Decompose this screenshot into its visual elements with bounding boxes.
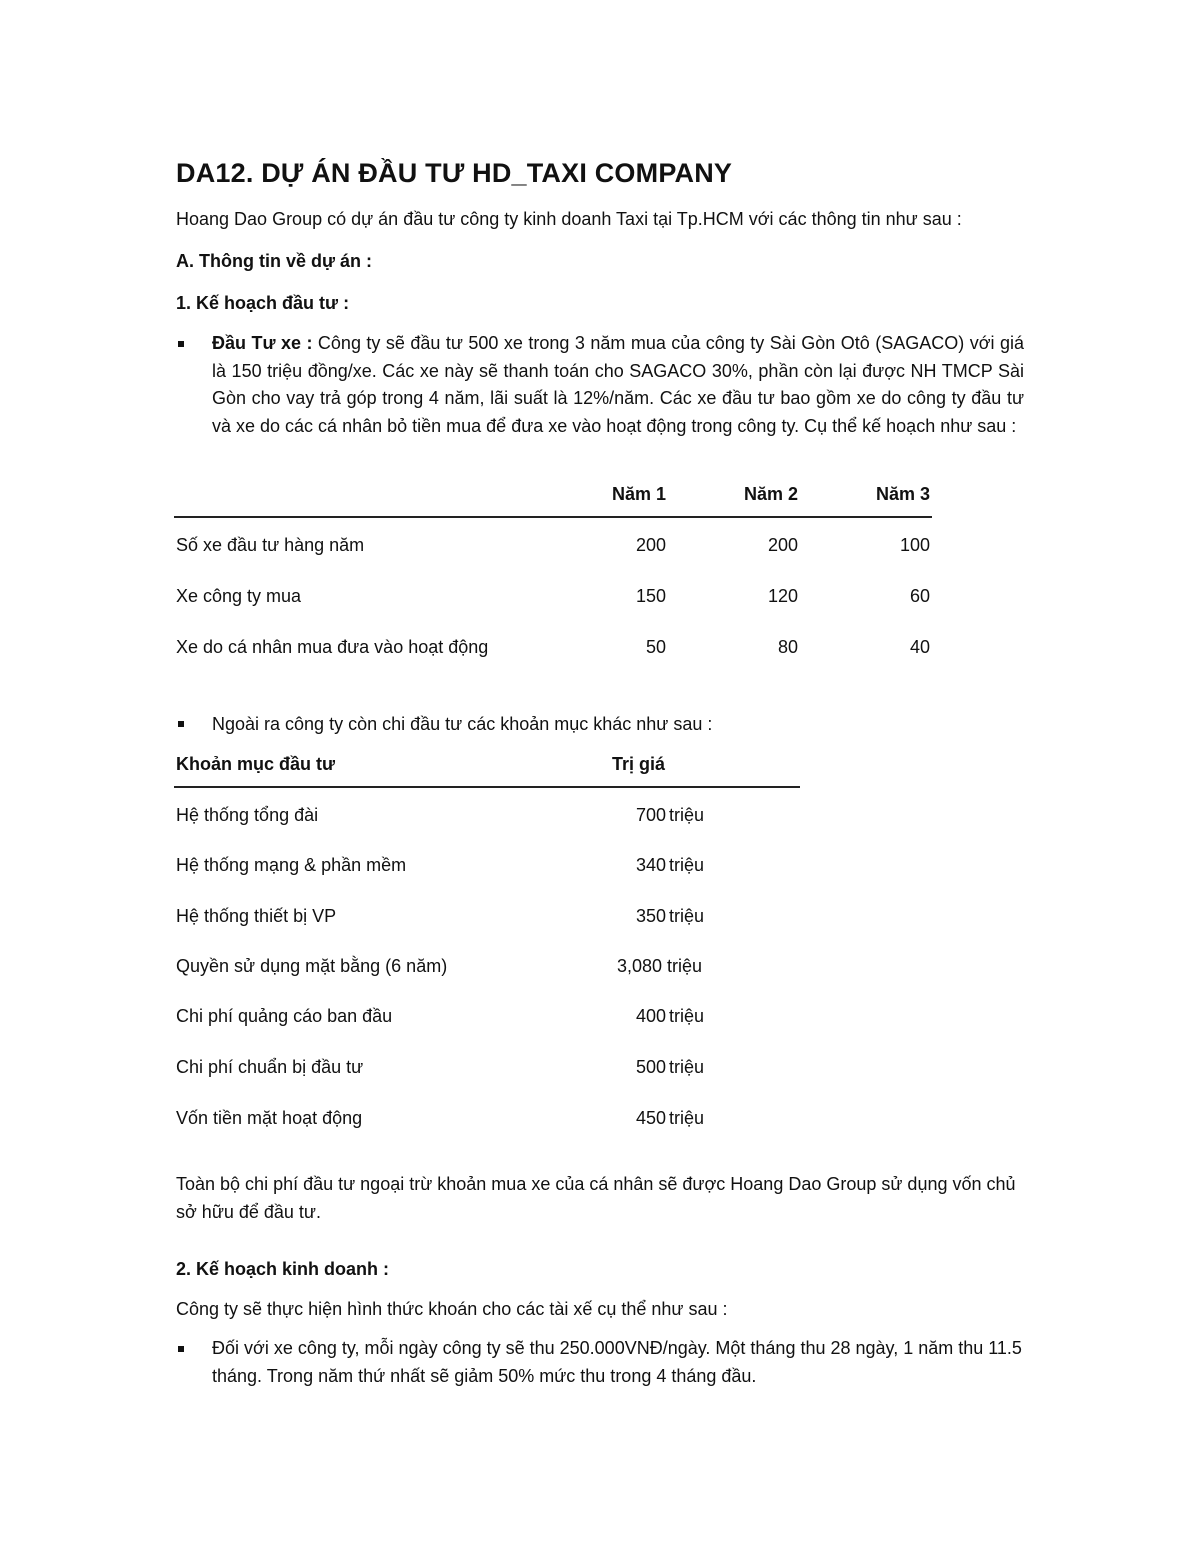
row-unit: triệu: [669, 1006, 705, 1026]
other-investments-intro: Ngoài ra công ty còn chi đầu tư các khoản mục khác như sau :: [212, 714, 713, 734]
row-unit: triệu: [669, 1108, 705, 1128]
table-header-year-2: Năm 2: [743, 484, 798, 504]
row-label: Chi phí chuẩn bị đầu tư: [176, 1057, 364, 1077]
row-label: Xe do cá nhân mua đưa vào hoạt động: [176, 637, 489, 657]
business-intro: Công ty sẽ thực hiện hình thức khoán cho các tài xế cụ thể như sau :: [176, 1299, 728, 1319]
row-value: 60: [909, 586, 930, 606]
row-value: 100: [899, 535, 930, 555]
row-value: 80: [777, 637, 798, 657]
row-unit: triệu: [667, 956, 703, 976]
row-value: 120: [767, 586, 798, 606]
row-label: Chi phí quảng cáo ban đầu: [176, 1006, 393, 1026]
row-value: 700: [635, 805, 666, 825]
table-header-item: Khoản mục đầu tư: [176, 754, 336, 774]
intro-text: Hoang Dao Group có dự án đầu tư công ty kinh doanh Taxi tại Tp.HCM với các thông tin như sau :: [176, 209, 962, 229]
row-value: 500: [635, 1057, 666, 1077]
row-value: 40: [909, 637, 930, 657]
table-header-rule: [174, 516, 932, 518]
table-header-year-1: Năm 1: [611, 484, 666, 504]
table-header-value: Trị giá: [612, 754, 666, 774]
row-label: Số xe đầu tư hàng năm: [176, 535, 365, 555]
row-value: 200: [767, 535, 798, 555]
row-unit: triệu: [669, 1057, 705, 1077]
bullet-lead: Đầu Tư xe :: [212, 333, 313, 353]
row-value: 200: [635, 535, 666, 555]
document-title: DA12. DỰ ÁN ĐẦU TƯ HD_TAXI COMPANY: [176, 158, 733, 188]
funding-note: Toàn bộ chi phí đầu tư ngoại trừ khoản mua xe của cá nhân sẽ được Hoang Dao Group sử dụng vốn chủ sở hữu để đầu tư.: [176, 1174, 1016, 1222]
row-label: Hệ thống thiết bị VP: [176, 906, 337, 926]
row-label: Quyền sử dụng mặt bằng (6 năm): [176, 956, 448, 976]
row-label: Vốn tiền mặt hoạt động: [176, 1108, 363, 1128]
bullet-marker: [178, 341, 184, 347]
row-unit: triệu: [669, 855, 705, 875]
bullet-marker: [178, 1346, 184, 1352]
table-header-year-3: Năm 3: [875, 484, 930, 504]
section-1-heading: 1. Kế hoạch đầu tư :: [176, 293, 350, 313]
row-label: Hệ thống mạng & phần mềm: [176, 855, 407, 875]
table-header-rule: [174, 786, 800, 788]
row-value: 50: [645, 637, 666, 657]
company-vehicle-fee-paragraph: Đối với xe công ty, mỗi ngày công ty sẽ thu 250.000VNĐ/ngày. Một tháng thu 28 ngày, 1 năm thu 11.5 tháng. Trong năm thứ nhất sẽ giảm 50% mức thu trong 4 tháng đầu.: [212, 1338, 1022, 1386]
row-label: Xe công ty mua: [176, 586, 302, 606]
row-value: 400: [635, 1006, 666, 1026]
bullet-text: Công ty sẽ đầu tư 500 xe trong 3 năm mua của công ty Sài Gòn Otô (SAGACO) với giá là 150 triệu đồng/xe. Các xe này sẽ thanh toán cho SAGACO 30%, phần còn lại được NH TMCP Sài Gòn cho vay trả góp trong 4 năm, lãi suất là 12%/năm. Các xe đầu tư bao gồm xe do công ty đầu tư và xe do các cá nhân bỏ tiền mua để đưa xe vào hoạt động trong công ty. Cụ thể kế hoạch như sau :: [212, 333, 1024, 436]
row-unit: triệu: [669, 906, 705, 926]
row-value: 3,080: [616, 956, 662, 976]
row-value: 340: [635, 855, 666, 875]
row-value: 150: [635, 586, 666, 606]
section-a-heading: A. Thông tin về dự án :: [176, 251, 373, 271]
row-value: 350: [635, 906, 666, 926]
row-unit: triệu: [669, 805, 705, 825]
row-value: 450: [635, 1108, 666, 1128]
section-2-heading: 2. Kế hoạch kinh doanh :: [176, 1259, 390, 1279]
row-label: Hệ thống tổng đài: [176, 805, 319, 825]
investment-vehicles-paragraph: [212, 330, 1024, 440]
bullet-marker: [178, 721, 184, 727]
